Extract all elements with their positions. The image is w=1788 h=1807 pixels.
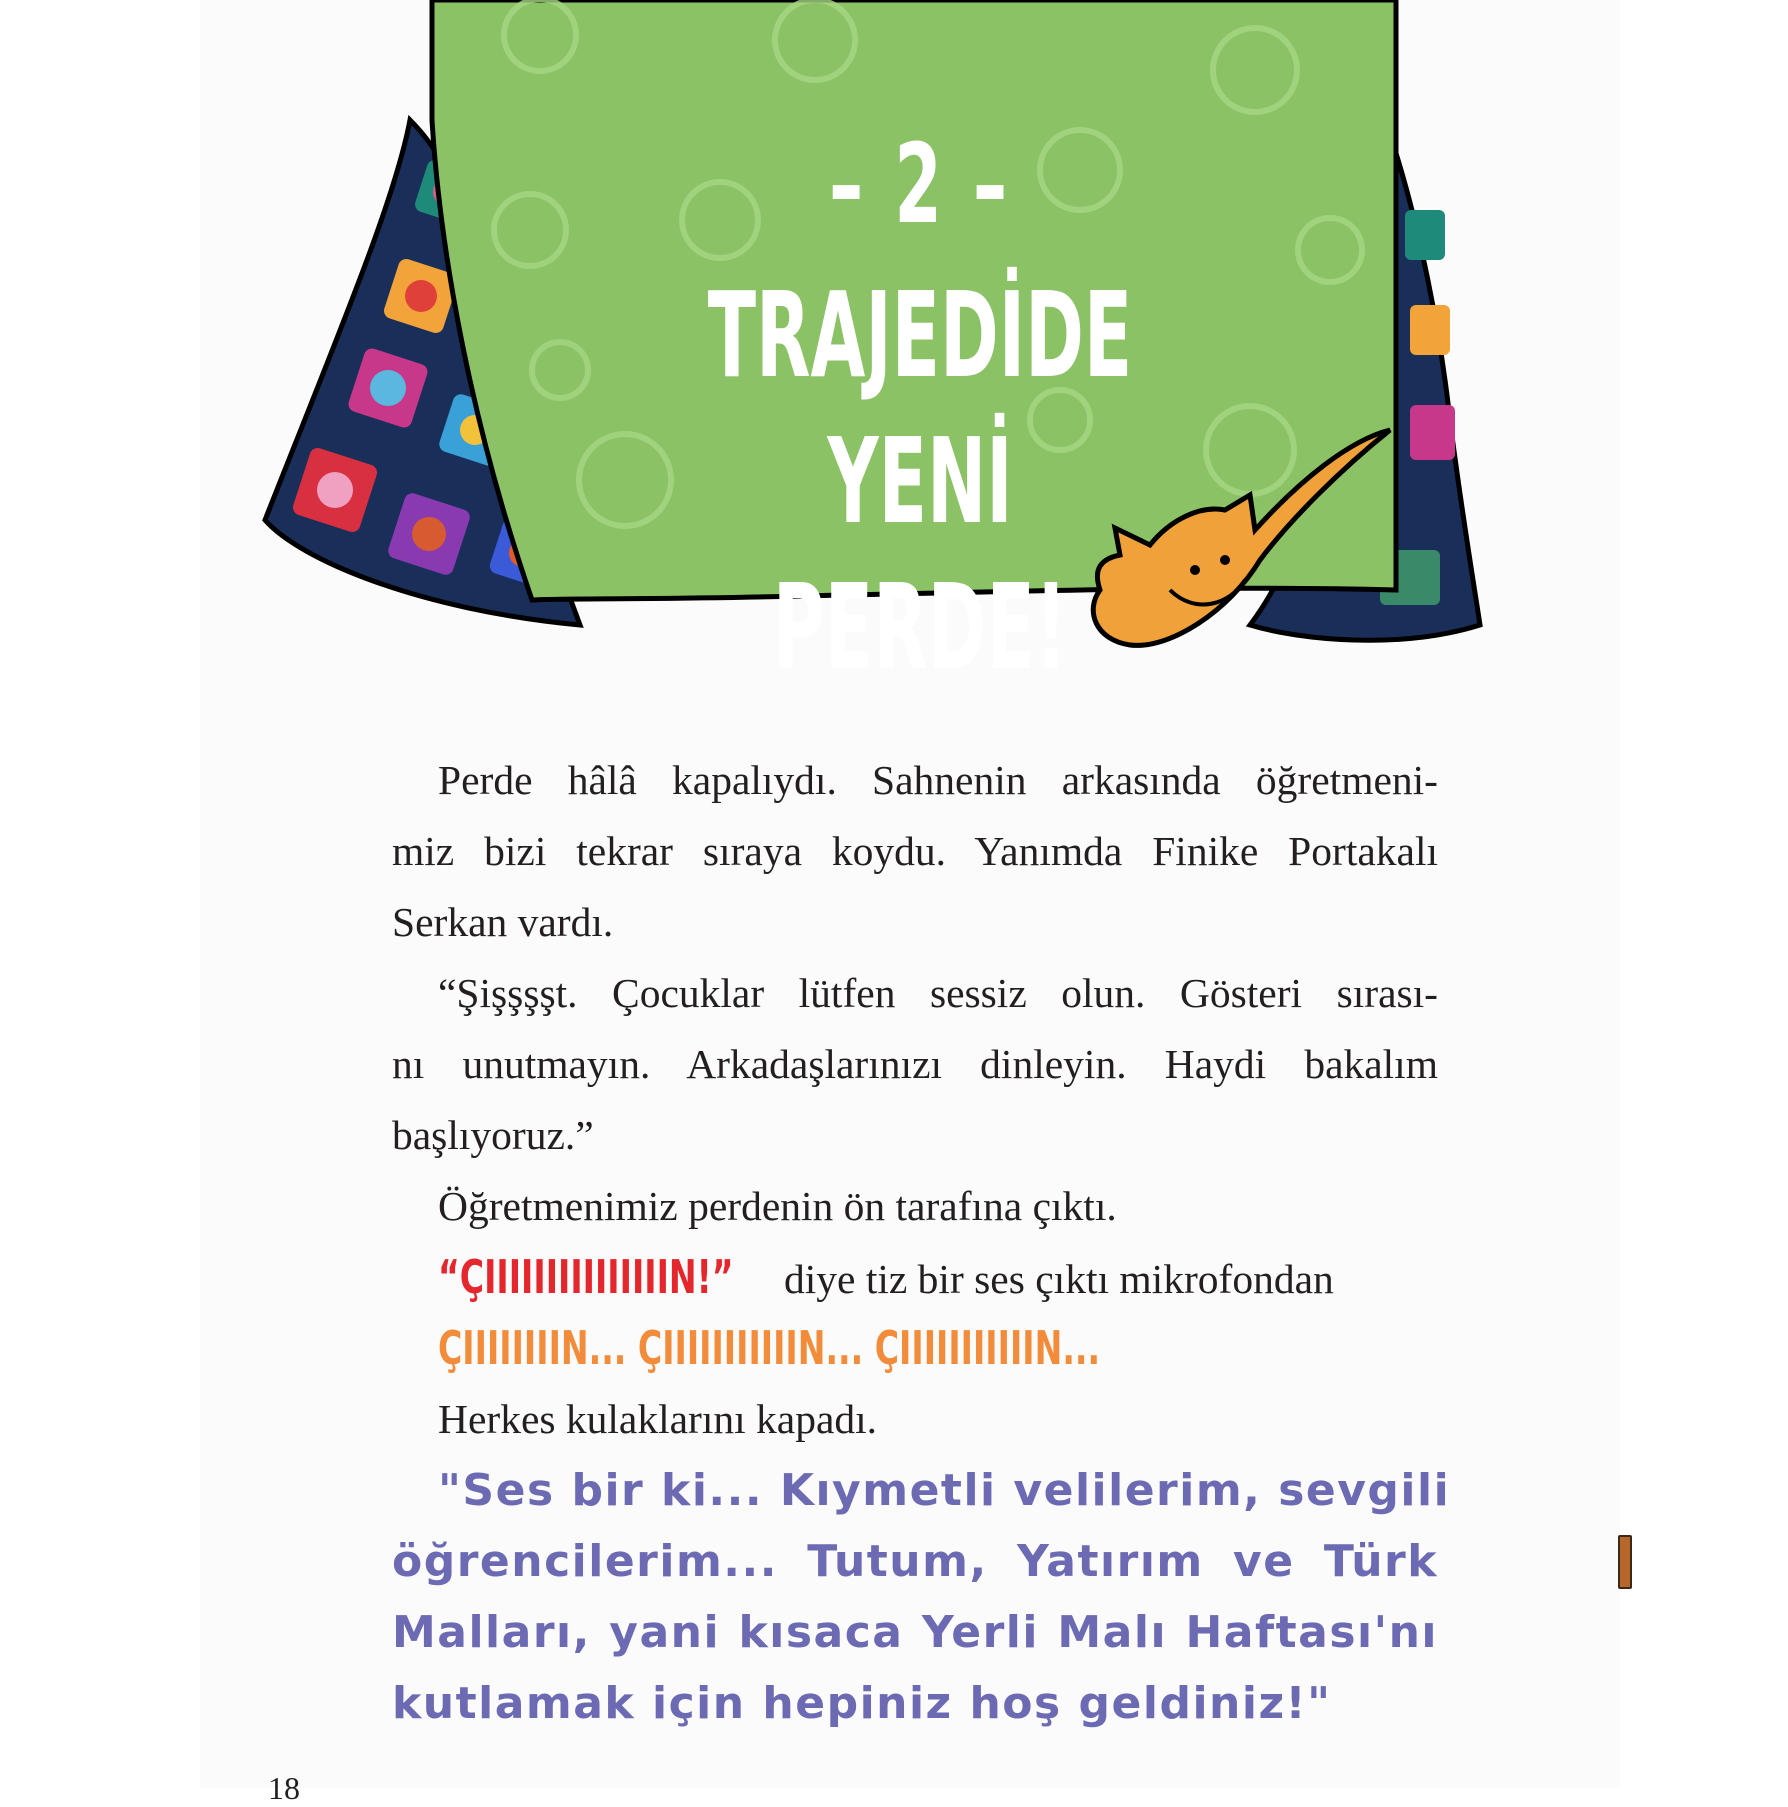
paragraph-1-line-1: Perde hâlâ kapalıydı. Sahnenin arkasında öğretmeni- [438,757,1438,803]
chapter-title-line-1: TRAJEDİDE YENİ [707,266,1133,550]
paragraph-2-line-1: “Şişşşşt. Çocuklar lütfen sessiz olun. Gösteri sırası- [438,970,1438,1016]
page-edge-tab [1618,1535,1632,1589]
paragraph-5: Herkes kulaklarını kapadı. [438,1396,878,1442]
story-text [392,745,1451,1739]
sound-effect-echo-line [392,1313,1438,1384]
chapter-title-line-2: PERDE! [772,558,1068,696]
paragraph-1-line-2: miz bizi tekrar sıraya koydu. Yanımda Finike Portakalı [392,828,1438,874]
chapter-number: – 2 – [829,120,1011,248]
paragraph-4 [392,1242,1438,1313]
paragraph-1-line-3: Serkan vardı. [392,899,614,945]
teacher-speech [392,1455,1451,1739]
paragraph-2-line-3: başlıyoruz.” [392,1112,594,1158]
sound-effect-echo: ÇIIIIIIIIN... ÇIIIIIIIIIIIN... ÇIIIIIIIIIIIN... [438,1321,1101,1375]
chapter-title [704,262,1136,700]
paragraph-4-text: diye tiz bir ses çıktı mikrofondan [784,1256,1334,1302]
speech-line-1: "Ses bir ki... Kıymetli velilerim, sevgili [438,1465,1451,1516]
paragraph-3: Öğretmenimiz perdenin ön tarafına çıktı. [438,1183,1117,1229]
speech-line-4: kutlamak için hepiniz hoş geldiniz!" [392,1678,1332,1729]
sound-effect-loud: “ÇIIIIIIIIIIIIIIIN!” [438,1250,734,1304]
page-number: 18 [268,1770,300,1806]
speech-line-3: Malları, yani kısaca Yerli Malı Haftası'nı [392,1607,1438,1658]
speech-line-2: öğrencilerim... Tutum, Yatırım ve Türk [392,1536,1438,1587]
paragraph-2-line-2: nı unutmayın. Arkadaşlarınızı dinleyin. Haydi bakalım [392,1041,1438,1087]
